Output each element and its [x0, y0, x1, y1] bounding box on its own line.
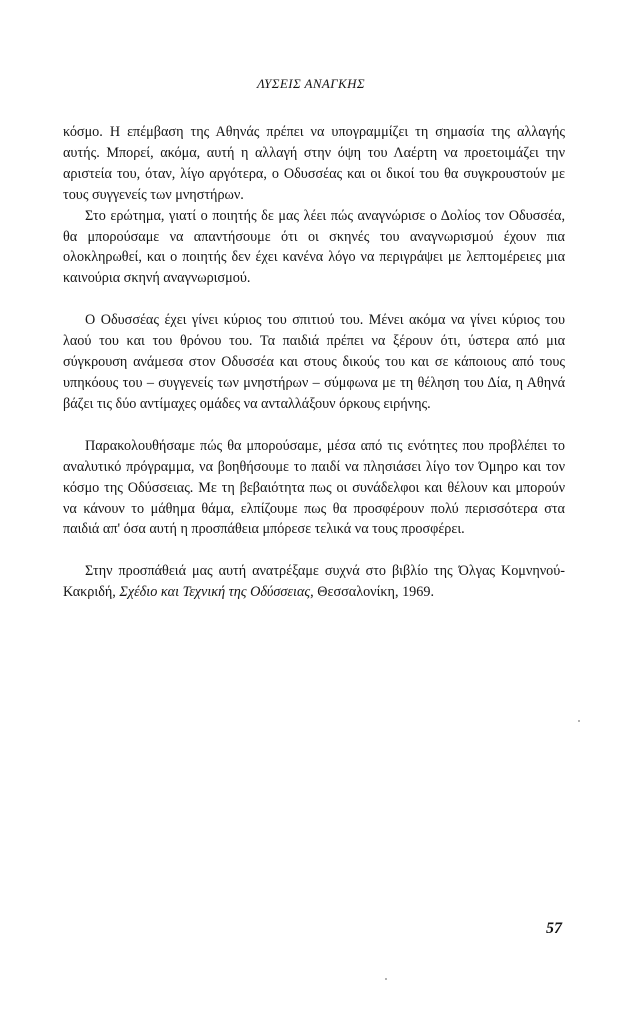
- paragraph-3: Ο Οδυσσέας έχει γίνει κύριος του σπιτιού του. Μένει ακόμα να γίνει κύριος του λαού του και του θρόνου του. Τα παιδιά πρέπει να ξέρουν ότι, ύστερα από μια σύγκρουση ανάμεσα στον Οδυσσέα και στους δικούς του και σε κάποιους από τους υπηκόους του – συγγενείς των μνηστήρων – σύμφωνα με τη θέληση του Δία, η Αθηνά βάζει τις δύο αντίμαχες ομάδες να ανταλλάξουν όρκους ειρήνης.: [63, 312, 565, 412]
- book-title: Σχέδιο και Τεχνική της Οδύσσειας: [119, 584, 311, 601]
- reference-details: , Θεσσαλονίκη, 1969.: [310, 584, 434, 601]
- body-text: [63, 122, 565, 603]
- reference-intro: Στην προσπάθειά μας αυτή ανατρέξαμε συχνά στο βιβλίο της Όλγας Κομνηνού-Κακριδή,: [63, 563, 565, 601]
- paragraph-1: κόσμο. Η επέμβαση της Αθηνάς πρέπει να υπογραμμίζει τη σημασία της αλλαγής αυτής. Μπορεί, ακόμα, αυτή η αλλαγή στην όψη του Λαέρτη να προετοιμάζει την αριστεία του, όταν, λίγο αργότερα, ο Οδυσσέας και οι δικοί του θα συγκρουστούν με τους συγγενείς των μνηστήρων.: [63, 124, 565, 203]
- paragraph-5: [63, 561, 565, 603]
- running-header: ΛΥΣΕΙΣ ΑΝΑΓΚΗΣ: [256, 76, 366, 91]
- paragraph-4: Παρακολουθήσαμε πώς θα μπορούσαμε, μέσα από τις ενότητες που προβλέπει το αναλυτικό πρόγραμμα, να βοηθήσουμε το παιδί να πλησιάσει λίγο τον Όμηρο και τον κόσμο της Οδύσσειας. Με τη βεβαιότητα πως οι συνάδελφοι και θέλουν και μπορούν να κάνουν το μάθημα θάμα, ελπίζουμε πως θα προσφέρουν πολύ περισσότερα στα παιδιά απ' όσα αυτή η προσπάθεια μπόρεσε τελικά να τους προσφέρει.: [63, 437, 565, 538]
- scan-speck: [385, 978, 387, 980]
- scan-speck: [578, 720, 580, 722]
- page-number: 57: [546, 920, 562, 937]
- paragraph-2: Στο ερώτημα, γιατί ο ποιητής δε μας λέει πώς αναγνώρισε ο Δολίος τον Οδυσσέα, θα μπορούσαμε να απαντήσουμε ότι οι σκηνές του αναγνωρισμού έχουν πια ολοκληρωθεί, και ο ποιητής δεν έχει κανένα λόγο να περιγράψει με λεπτομέρειες μια καινούρια σκηνή αναγνωρισμού.: [63, 207, 565, 287]
